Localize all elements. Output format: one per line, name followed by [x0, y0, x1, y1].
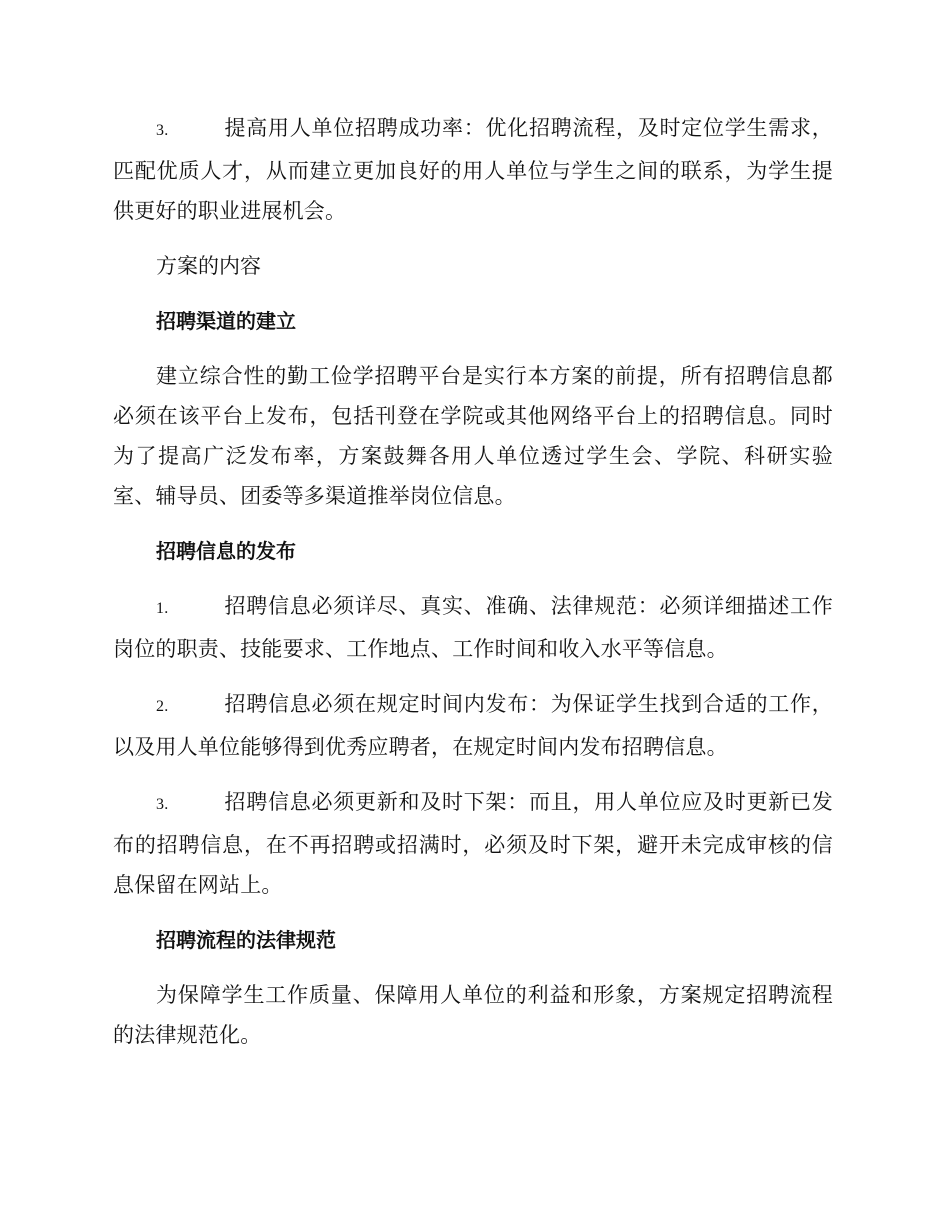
list-item-number: 1. [156, 600, 169, 617]
publish-heading: 招聘信息的发布 [156, 539, 296, 563]
list-item-number: 3. [156, 122, 169, 139]
section-title: 方案的内容 [156, 254, 261, 278]
list-item-publish-3 [113, 782, 833, 905]
process-paragraph: 为保障学生工作质量、保障用人单位的利益和形象，方案规定招聘流程的法律规范化。 [113, 983, 833, 1047]
list-item-text: 招聘信息必须更新和及时下架：而且，用人单位应及时更新已发布的招聘信息，在不再招聘或招满时，必须及时下架，避开未完成审核的信息保留在网站上。 [113, 790, 833, 897]
list-item-number: 3. [156, 796, 169, 813]
process-heading: 招聘流程的法律规范 [156, 928, 336, 952]
channel-paragraph: 建立综合性的勤工俭学招聘平台是实行本方案的前提，所有招聘信息都必须在该平台上发布，包括刊登在学院或其他网络平台上的招聘信息。同时为了提高广泛发布率，方案鼓舞各用人单位透过学生会、学院、科研实验室、辅导员、团委等多渠道推举岗位信息。 [113, 364, 833, 508]
list-item-text: 招聘信息必须详尽、真实、准确、法律规范：必须详细描述工作岗位的职责、技能要求、工作地点、工作时间和收入水平等信息。 [113, 594, 833, 661]
document-body [113, 108, 833, 1070]
list-item-publish-2 [113, 684, 833, 767]
list-item-text: 招聘信息必须在规定时间内发布：为保证学生找到合适的工作，以及用人单位能够得到优秀应聘者，在规定时间内发布招聘信息。 [113, 692, 833, 759]
list-item-goal-3 [113, 108, 833, 231]
list-item-number: 2. [156, 698, 169, 715]
channel-heading: 招聘渠道的建立 [156, 309, 296, 333]
list-item-text: 提高用人单位招聘成功率：优化招聘流程，及时定位学生需求，匹配优质人才，从而建立更加良好的用人单位与学生之间的联系，为学生提供更好的职业进展机会。 [113, 116, 833, 223]
list-item-publish-1 [113, 586, 833, 669]
